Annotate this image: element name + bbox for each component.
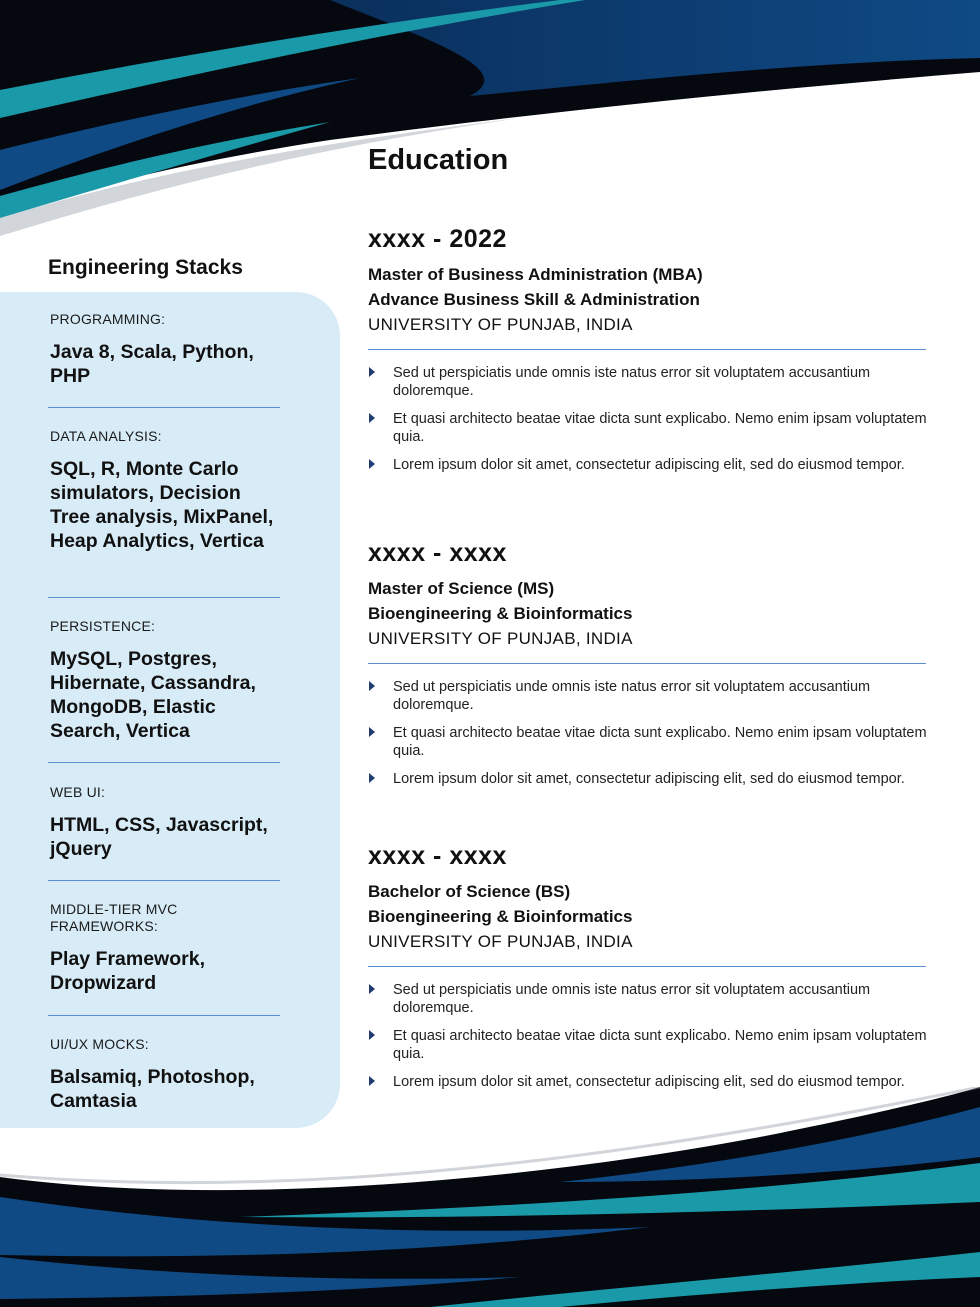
stack-divider: [48, 880, 280, 881]
education-school: UNIVERSITY OF PUNJAB, INDIA: [368, 932, 633, 951]
stack-category: WEB UI:: [50, 784, 106, 800]
bullet-text: Sed ut perspiciatis unde omnis iste natus error sit voluptatem accusantium doloremque.: [393, 982, 871, 1016]
stack-group-persistence: [50, 618, 280, 743]
education-divider: [368, 663, 926, 664]
stack-items: Play Framework, Dropwizard: [50, 948, 205, 994]
bullet-text: Lorem ipsum dolor sit amet, consectetur adipiscing elit, sed do eiusmod tempor.: [393, 1074, 905, 1090]
stack-divider: [48, 407, 280, 408]
stack-group-programming: [50, 311, 280, 388]
stack-divider: [48, 597, 280, 598]
stack-divider: [48, 1015, 280, 1016]
triangle-bullet-icon: [369, 1076, 375, 1086]
education-years: xxxx - xxxx: [368, 842, 507, 870]
education-bullets: [368, 981, 928, 1091]
bullet-item: [368, 1073, 928, 1091]
education-bullets: [368, 678, 928, 788]
education-divider: [368, 966, 926, 967]
education-entry-mba: [368, 224, 928, 484]
bullet-text: Sed ut perspiciatis unde omnis iste natus error sit voluptatem accusantium doloremque.: [393, 679, 871, 713]
bullet-item: [368, 770, 928, 788]
bullet-text: Sed ut perspiciatis unde omnis iste natus error sit voluptatem accusantium doloremque.: [393, 365, 871, 399]
bullet-item: [368, 981, 928, 1017]
education-entry-ms: [368, 538, 928, 798]
stack-group-ui-ux-mocks: [50, 1036, 280, 1113]
triangle-bullet-icon: [369, 1030, 375, 1040]
bullet-item: [368, 364, 928, 400]
education-school: UNIVERSITY OF PUNJAB, INDIA: [368, 629, 633, 648]
education-divider: [368, 349, 926, 350]
stack-category: UI/UX MOCKS:: [50, 1036, 149, 1052]
bullet-item: [368, 724, 928, 760]
stack-category: PROGRAMMING:: [50, 311, 166, 327]
stack-items: HTML, CSS, Javascript, jQuery: [50, 814, 268, 860]
education-degree: Master of Business Administration (MBA): [368, 265, 703, 284]
triangle-bullet-icon: [369, 367, 375, 377]
bullet-item: [368, 456, 928, 474]
education-bullets: [368, 364, 928, 474]
top-wave-decoration: [0, 0, 980, 240]
stack-group-data-analysis: [50, 428, 280, 553]
triangle-bullet-icon: [369, 681, 375, 691]
stack-divider: [48, 762, 280, 763]
bullet-text: Et quasi architecto beatae vitae dicta sunt explicabo. Nemo enim ipsam voluptatem quia.: [393, 725, 927, 759]
triangle-bullet-icon: [369, 413, 375, 423]
triangle-bullet-icon: [369, 459, 375, 469]
engineering-stacks-title: Engineering Stacks: [48, 256, 243, 279]
triangle-bullet-icon: [369, 773, 375, 783]
bullet-text: Et quasi architecto beatae vitae dicta sunt explicabo. Nemo enim ipsam voluptatem quia.: [393, 1028, 927, 1062]
education-degree: Master of Science (MS): [368, 579, 555, 598]
stack-items: MySQL, Postgres, Hibernate, Cassandra, MongoDB, Elastic Search, Vertica: [50, 648, 256, 742]
bullet-text: Lorem ipsum dolor sit amet, consectetur adipiscing elit, sed do eiusmod tempor.: [393, 771, 905, 787]
bullet-item: [368, 1027, 928, 1063]
stack-items: Balsamiq, Photoshop, Camtasia: [50, 1066, 255, 1112]
education-school: UNIVERSITY OF PUNJAB, INDIA: [368, 315, 633, 334]
stack-category: MIDDLE-TIER MVC FRAMEWORKS:: [50, 901, 178, 934]
triangle-bullet-icon: [369, 984, 375, 994]
bullet-item: [368, 410, 928, 446]
education-major: Bioengineering & Bioinformatics: [368, 907, 633, 926]
education-major: Advance Business Skill & Administration: [368, 290, 700, 309]
stack-category: DATA ANALYSIS:: [50, 428, 162, 444]
stack-group-middle-tier: [50, 901, 280, 995]
education-years: xxxx - 2022: [368, 225, 507, 253]
education-degree: Bachelor of Science (BS): [368, 882, 571, 901]
stack-category: PERSISTENCE:: [50, 618, 156, 634]
education-major: Bioengineering & Bioinformatics: [368, 604, 633, 623]
stack-items: Java 8, Scala, Python, PHP: [50, 341, 254, 387]
education-years: xxxx - xxxx: [368, 539, 507, 567]
bullet-text: Et quasi architecto beatae vitae dicta sunt explicabo. Nemo enim ipsam voluptatem quia.: [393, 411, 927, 445]
bullet-text: Lorem ipsum dolor sit amet, consectetur adipiscing elit, sed do eiusmod tempor.: [393, 457, 905, 473]
education-entry-bs: [368, 841, 928, 1101]
bullet-item: [368, 678, 928, 714]
triangle-bullet-icon: [369, 727, 375, 737]
education-heading: Education: [368, 144, 509, 176]
stack-items: SQL, R, Monte Carlo simulators, Decision Tree analysis, MixPanel, Heap Analytics, Vertica: [50, 458, 274, 552]
stack-group-web-ui: [50, 784, 280, 861]
